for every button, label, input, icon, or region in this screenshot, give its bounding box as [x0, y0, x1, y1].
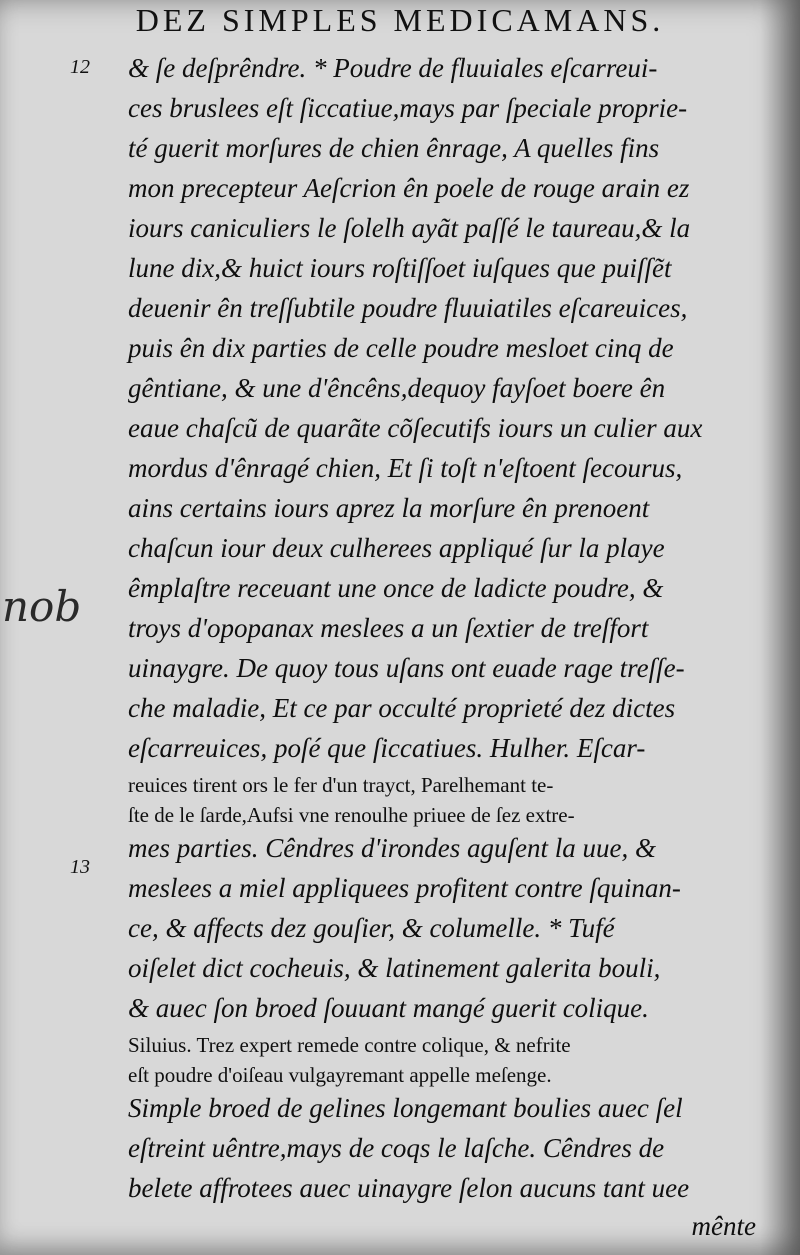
- text-line: eſtreint uêntre,mays de coqs le laſche. Cêndres de: [128, 1133, 665, 1163]
- text-line: êmplaſtre receuant une once de ladicte poudre, &: [128, 573, 664, 603]
- running-header: DEZ SIMPLES MEDICAMANS.: [135, 2, 665, 38]
- text-line: mon precepteur Aeſcrion ên poele de rouge arain ez: [128, 173, 690, 203]
- text-line: ains certains iours aprez la morſure ên prenoent: [128, 493, 650, 523]
- text-line: Simple broed de gelines longemant boulies auec ſel: [128, 1093, 683, 1123]
- text-line: reuices tirent ors le fer d'un trayct, Parelhemant te-: [128, 773, 554, 797]
- text-line: ſte de le ſarde,Aufsi vne renoulhe priuee de ſez extre-: [128, 803, 575, 827]
- text-line: meslees a miel appliquees profitent contre ſquinan-: [128, 873, 681, 903]
- handwritten-marginal-note: nob: [2, 582, 82, 631]
- text-line: eaue chaſcũ de quarãte cõſecutifs iours un culier aux: [128, 413, 703, 443]
- text-line: belete affrotees auec uinaygre ſelon aucuns tant uee: [128, 1173, 690, 1203]
- text-line: deuenir ên treſſubtile poudre fluuiatiles eſcareuices,: [128, 293, 688, 323]
- text-line: iours caniculiers le ſolelh ayãt paſſé le taureau,& la: [128, 213, 691, 243]
- catchword: mênte: [691, 1211, 756, 1241]
- text-line: ces bruslees eſt ſiccatiue,mays par ſpeciale proprie-: [128, 93, 688, 123]
- text-line: mordus d'ênragé chien, Et ſi toſt n'eſtoent ſecourus,: [128, 453, 683, 483]
- text-line: lune dix,& huict iours roſtiſſoet iuſques que puiſſẽt: [128, 253, 672, 283]
- text-line: Siluius. Trez expert remede contre colique, & nefrite: [128, 1033, 571, 1057]
- text-line: chaſcun iour deux culherees appliqué ſur la playe: [128, 533, 665, 563]
- text-line: che maladie, Et ce par occulté proprieté dez dictes: [128, 693, 676, 723]
- text-line: uinaygre. De quoy tous uſans ont euade rage treſſe-: [128, 653, 685, 683]
- text-line: & ſe deſprêndre. * Poudre de fluuiales eſcarreui-: [128, 53, 658, 83]
- text-line: & auec ſon broed ſouuant mangé guerit colique.: [128, 993, 649, 1023]
- text-line: eſcarreuices, poſé que ſiccatiues. Hulher. Eſcar-: [128, 733, 646, 763]
- margin-number-13: 13: [70, 856, 90, 878]
- text-line: mes parties. Cêndres d'irondes aguſent la uue, &: [128, 833, 656, 863]
- text-line: troys d'opopanax meslees a un ſextier de treſfort: [128, 613, 649, 643]
- text-line: puis ên dix parties de celle poudre mesloet cinq de: [128, 333, 674, 363]
- text-line: té guerit morſures de chien ênrage, A quelles fins: [128, 133, 660, 163]
- text-line: oiſelet dict cocheuis, & latinement galerita bouli,: [128, 953, 661, 983]
- text-line: eſt poudre d'oiſeau vulgayremant appelle meſenge.: [128, 1063, 552, 1087]
- text-line: gêntiane, & une d'êncêns,dequoy fayſoet boere ên: [128, 373, 666, 403]
- text-line: ce, & affects dez gouſier, & columelle. * Tufé: [128, 913, 615, 943]
- margin-number-12: 12: [70, 56, 90, 78]
